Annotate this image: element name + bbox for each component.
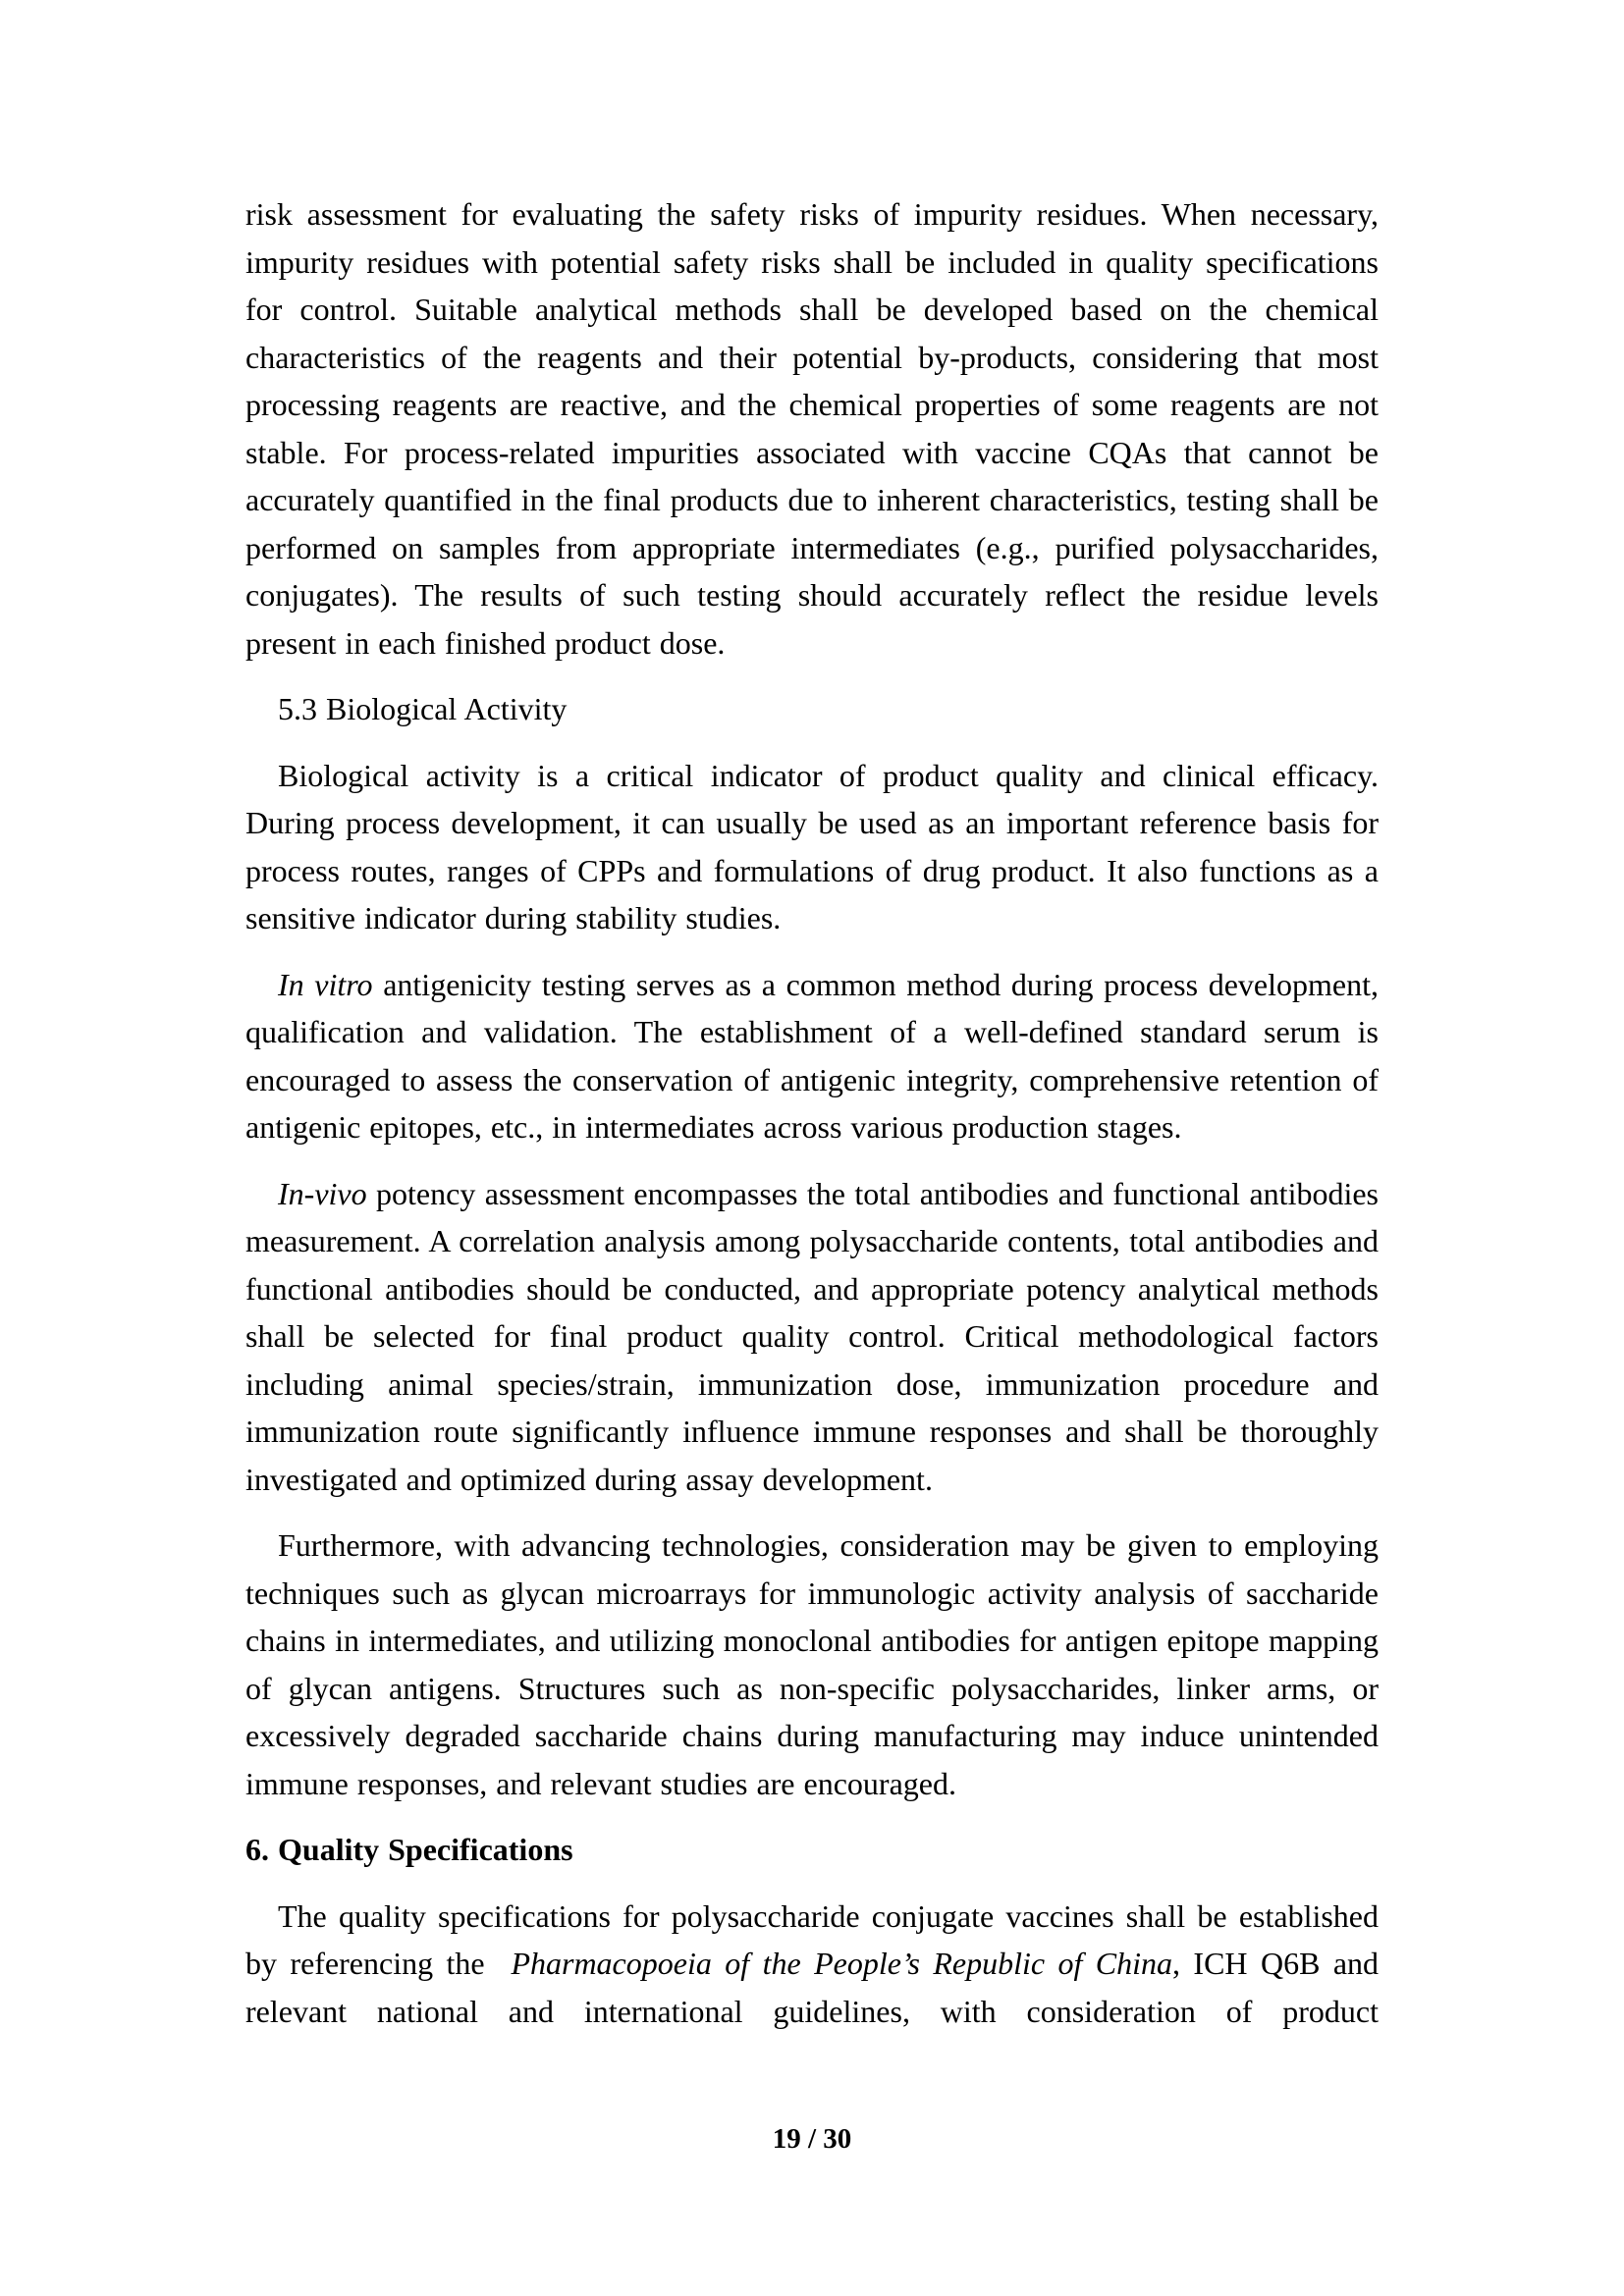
text-run: potency assessment encompasses the total antibodies and functional antibodies measurement. A correlation analysis among polysaccharide contents, total antibodies and functional antibodies should be conducted, and appropriate potency analytical methods shall be selected for final product quality control. Critical methodological factors including animal species/strain, immunization dose, immunization procedure and immunization route significantly influence immune responses and shall be thoroughly investigated and optimized during assay development. xyxy=(245,1175,1379,1497)
paragraph-impurity-residues: risk assessment for evaluating the safety risks of impurity residues. When necessary, impurity residues with potential safety risks shall be included in quality specifications for control. Suitable analytical methods shall be developed based on the chemical characteristics of the reagents and their potential by-products, considering that most processing reagents are reactive, and the chemical properties of some reagents are not stable. For process-related impurities associated with vaccine CQAs that cannot be accurately quantified in the final products due to inherent characteristics, testing shall be performed on samples from appropriate intermediates (e.g., purified polysaccharides, conjugates). The results of such testing should accurately reflect the residue levels present in each finished product dose. xyxy=(245,196,1379,661)
text-run: The quality specifications for polysaccharide conjugate vaccines shall be established by referencing the xyxy=(245,1897,1379,1981)
text-run-italic-pharmacopoeia: Pharmacopoeia of the People’s Republic of China xyxy=(511,1946,1173,1981)
paragraph-quality-specifications xyxy=(245,1893,1379,2036)
text-run-italic-in-vitro: In vitro xyxy=(278,966,373,1002)
section-heading-6-quality-specifications: 6. Quality Specifications xyxy=(245,1832,573,1867)
text-run: , ICH Q6B and relevant national and international guidelines, with consideration of product xyxy=(245,1946,1380,2029)
text-run: antigenicity testing serves as a common method during process development, qualification and validation. The establishment of a well-defined standard serum is encouraged to assess the conservation of antigenic integrity, comprehensive retention of antigenic epitopes, etc., in intermediates across various production stages. xyxy=(245,966,1380,1145)
section-heading-5-3-biological-activity: 5.3 Biological Activity xyxy=(278,691,568,726)
paragraph-in-vivo-potency xyxy=(245,1170,1379,1504)
paragraph-in-vitro-antigenicity xyxy=(245,961,1379,1151)
page-body-text xyxy=(245,190,1379,2054)
page-number: 19 / 30 xyxy=(772,2123,852,2155)
text-run-italic-in-vivo: In-vivo xyxy=(278,1175,367,1211)
paragraph-biological-activity: Biological activity is a critical indicator of product quality and clinical efficacy. During process development, it can usually be used as an important reference basis for process routes, ranges of CPPs and formulations of drug product. It also functions as a sensitive indicator during stability studies. xyxy=(245,757,1379,935)
paragraph-furthermore-glycan-microarrays: Furthermore, with advancing technologies, consideration may be given to employing techniques such as glycan microarrays for immunologic activity analysis of saccharide chains in intermediates, and utilizing monoclonal antibodies for antigen epitope mapping of glycan antigens. Structures such as non-specific polysaccharides, linker arms, or excessively degraded saccharide chains during manufacturing may induce unintended immune responses, and relevant studies are encouraged. xyxy=(245,1527,1379,1801)
